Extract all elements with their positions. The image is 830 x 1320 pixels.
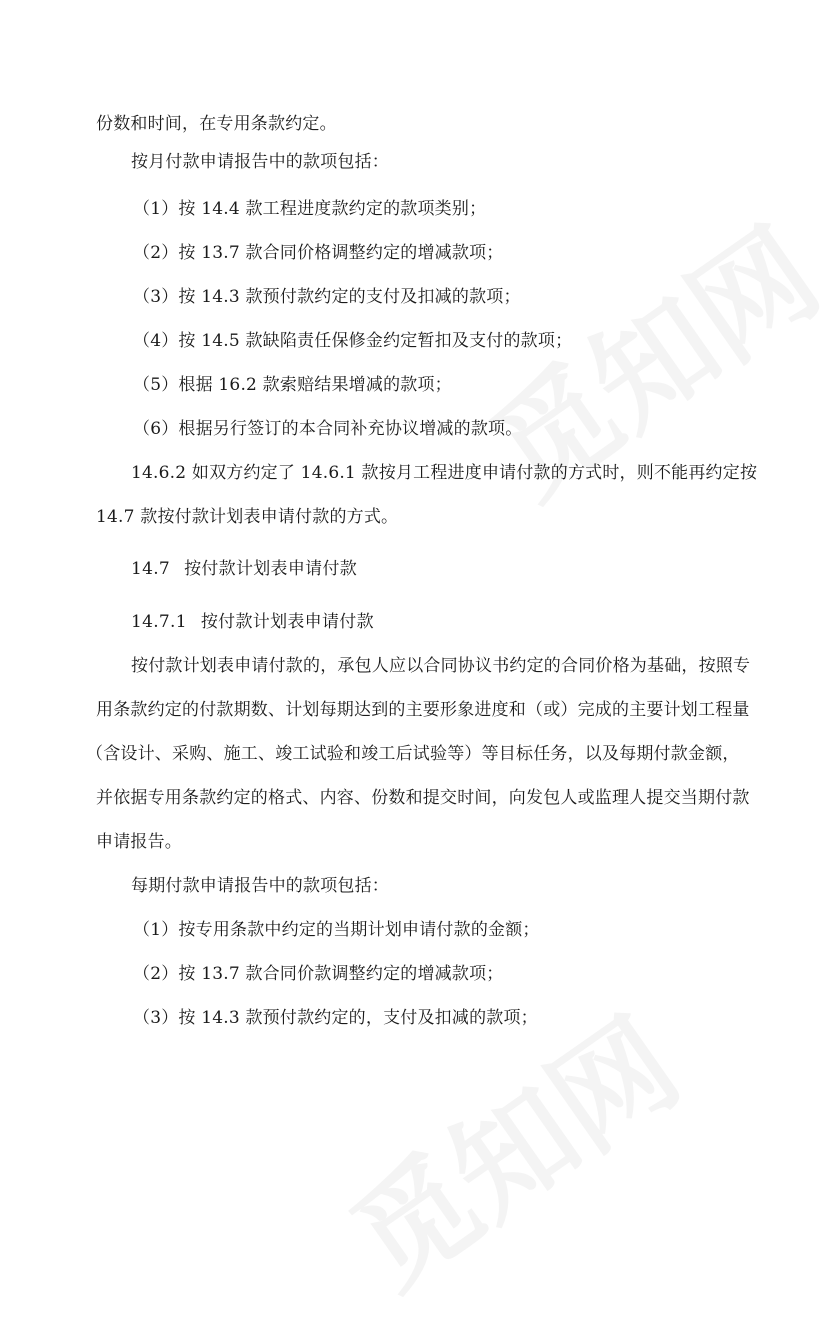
paragraph-line: 按月付款申请报告中的款项包括： [131, 152, 389, 172]
paragraph-line: 每期付款申请报告中的款项包括： [131, 876, 389, 896]
paragraph-line: 用条款约定的付款期数、计划每期达到的主要形象进度和（或）完成的主要计划工程量 [96, 700, 750, 720]
paragraph-line: 份数和时间，在专用条款约定。 [96, 114, 337, 134]
section-title: 按付款计划表申请付款 [200, 612, 374, 632]
list-item: （5）根据 16.2 款索赔结果增减的款项； [133, 375, 452, 395]
list-item: （4）按 14.5 款缺陷责任保修金约定暂扣及支付的款项； [133, 331, 573, 351]
section-number: 14.7 [131, 559, 171, 579]
section-title: 按付款计划表申请付款 [184, 559, 358, 579]
section-number: 14.7.1 [131, 612, 187, 632]
list-item: （1）按专用条款中约定的当期计划申请付款的金额； [133, 920, 540, 940]
paragraph-line: 14.7 款按付款计划表申请付款的方式。 [96, 507, 399, 527]
paragraph-line: 并依据专用条款约定的格式、内容、份数和提交时间，向发包人或监理人提交当期付款 [96, 788, 750, 808]
list-item: （2）按 13.7 款合同价格调整约定的增减款项； [133, 243, 504, 263]
list-item: （3）按 14.3 款预付款约定的，支付及扣减的款项； [133, 1008, 538, 1028]
section-heading-14-7 [131, 557, 357, 581]
paragraph-line: （含设计、采购、施工、竣工试验和竣工后试验等）等目标任务，以及每期付款金额， [86, 744, 740, 764]
paragraph-line: 按付款计划表申请付款的，承包人应以合同协议书约定的合同价格为基础，按照专 [131, 656, 751, 676]
paragraph-line: 14.6.2 如双方约定了 14.6.1 款按月工程进度申请付款的方式时，则不能再约定按 [131, 463, 758, 483]
list-item: （1）按 14.4 款工程进度款约定的款项类别； [133, 199, 487, 219]
list-item: （2）按 13.7 款合同价款调整约定的增减款项； [133, 964, 504, 984]
list-item: （6）根据另行签订的本合同补充协议增减的款项。 [133, 419, 523, 439]
list-item: （3）按 14.3 款预付款约定的支付及扣减的款项； [133, 287, 521, 307]
section-heading-14-7-1 [131, 610, 374, 634]
paragraph-line: 申请报告。 [96, 832, 182, 852]
